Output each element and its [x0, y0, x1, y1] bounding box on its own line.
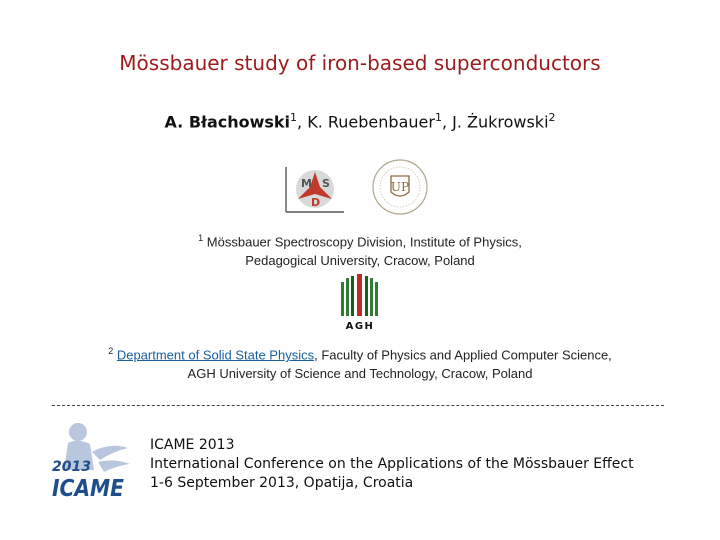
- agh-logo-text: AGH: [345, 321, 375, 332]
- author-second-sup: 1: [434, 111, 442, 124]
- icame-logo-year: 2013: [52, 459, 91, 475]
- icame-2013-logo: [48, 418, 140, 500]
- msd-logo-letter-d: D: [311, 196, 321, 209]
- conference-dates-place: 1-6 September 2013, Opatija, Croatia: [150, 475, 414, 491]
- affiliation-1-sup: 1: [198, 233, 204, 243]
- page-title: Mössbauer study of iron-based superconductors: [119, 51, 601, 75]
- agh-logo-bar: [341, 282, 344, 316]
- affiliation-2-line-2: AGH University of Science and Technology, Cracow, Poland: [187, 366, 533, 382]
- affiliation-2-sup: 2: [108, 346, 114, 356]
- conference-full-name: International Conference on the Applications of the Mössbauer Effect: [150, 456, 634, 472]
- seal-monogram: UP: [390, 180, 410, 194]
- affiliation-1-line-1-text: Mössbauer Spectroscopy Division, Institute of Physics,: [206, 234, 522, 250]
- author-third-sup: 2: [548, 111, 556, 124]
- affiliation-2-line-1: [0, 342, 720, 364]
- agh-logo-bar: [375, 282, 378, 316]
- agh-logo-center-bar: [357, 274, 362, 316]
- agh-logo: [338, 274, 382, 332]
- agh-logo-bar: [370, 278, 373, 316]
- msd-logo: [284, 167, 344, 215]
- pedagogical-university-seal: [369, 158, 431, 216]
- agh-logo-bar: [351, 276, 354, 316]
- department-link[interactable]: Department of Solid State Physics: [116, 347, 315, 363]
- author-lead-sup: 1: [290, 111, 298, 124]
- affiliation-2: [0, 342, 720, 383]
- conference-info: [150, 436, 634, 493]
- msd-logo-letter-s: S: [322, 177, 330, 190]
- author-second-name: K. Ruebenbauer: [307, 112, 435, 132]
- conference-name: ICAME 2013: [150, 437, 235, 453]
- agh-logo-bar: [365, 276, 368, 316]
- affiliation-1-line-2: Pedagogical University, Cracow, Poland: [245, 253, 475, 269]
- author-third-name: J. Żukrowski: [452, 112, 549, 132]
- author-list: A. Błachowski$^1$, K. Ruebenbauer$^1$, J. Żukrowski$^2$: [164, 111, 556, 132]
- author-lead-name: A. Błachowski: [164, 112, 291, 132]
- affiliation-1: [0, 229, 720, 270]
- msd-logo-letter-m: M: [301, 177, 312, 190]
- agh-logo-bar: [346, 278, 349, 316]
- affiliation-2-line-1-rest: , Faculty of Physics and Applied Computer Science,: [314, 347, 612, 363]
- section-divider: [52, 405, 664, 406]
- affiliation-1-line-1: [0, 229, 720, 251]
- icame-logo-name: ICAME: [52, 476, 125, 500]
